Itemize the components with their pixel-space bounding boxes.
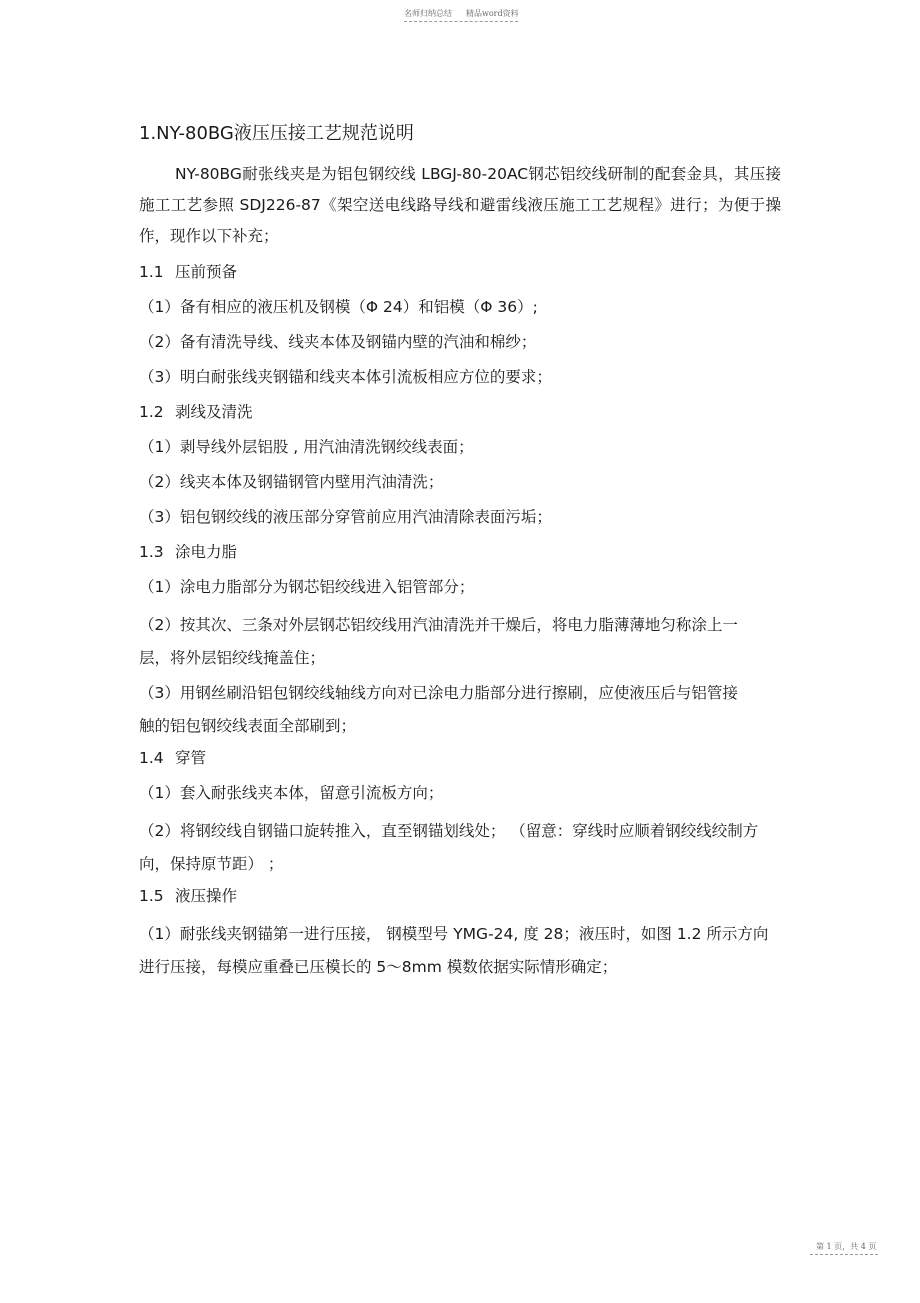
list-item: （3）用钢丝刷沿铝包钢绞线轴线方向对已涂电力脂部分进行擦刷，应使液压后与铝管接触的铝包钢绞线表面全部刷到； (139, 684, 738, 735)
list-item: （1）套入耐张线夹本体，留意引流板方向； (139, 784, 444, 802)
section-title: 穿管 (175, 749, 207, 767)
page-header (404, 8, 519, 19)
intro-paragraph: NY-80BG耐张线夹是为铝包钢绞线 LBGJ-80-20AC钢芯铝绞线研制的配套金具，其压接施工工艺参照 SDJ226-87《架空送电线路导线和避雷线液压施工工艺规程》进行；为便于操作，现作以下补充； (139, 165, 781, 245)
list-item: （1）剥导线外层铝股 , 用汽油清洗钢绞线表面； (139, 438, 474, 456)
section-number: 1.1 (139, 263, 164, 281)
header-right-text: 精品word资料 (466, 9, 519, 18)
section-heading-1-4 (139, 745, 781, 772)
section-number: 1.3 (139, 543, 164, 561)
list-item: （2）将钢绞线自钢锚口旋转推入，直至钢锚划线处； （留意：穿线时应顺着钢绞线绞制方向，保持原节距） ； (139, 822, 759, 873)
list-item: （2）线夹本体及钢锚钢管内壁用汽油清洗； (139, 473, 444, 491)
header-left-text: 名师归纳总结 (404, 9, 452, 18)
list-item: （1）涂电力脂部分为钢芯铝绞线进入铝管部分； (139, 578, 475, 596)
list-item: （3）铝包钢绞线的液压部分穿管前应用汽油清除表面污垢； (139, 508, 552, 526)
list-item: （2）按其次、三条对外层钢芯铝绞线用汽油清洗并干燥后，将电力脂薄薄地匀称涂上一层，将外层铝绞线掩盖住； (139, 616, 738, 667)
page-footer: 第 1 页，共 4 页 (816, 1242, 877, 1251)
section-title: 压前预备 (175, 263, 238, 281)
section-heading-1-2 (139, 399, 781, 426)
footer-divider (810, 1254, 878, 1255)
header-divider (404, 21, 518, 22)
list-item: （3）明白耐张线夹钢锚和线夹本体引流板相应方位的要求； (139, 368, 552, 386)
section-title: 剥线及清洗 (175, 403, 253, 421)
list-item: （1）耐张线夹钢锚第一进行压接， 钢模型号 YMG-24, 度 28；液压时，如图 1.2 所示方向进行压接，每模应重叠已压模长的 5～8mm 模数依据实际情形确定； (139, 925, 769, 976)
section-number: 1.2 (139, 403, 164, 421)
section-heading-1-5 (139, 883, 781, 910)
list-item: （2）备有清洗导线、线夹本体及钢锚内壁的汽油和棉纱； (139, 333, 537, 351)
section-heading-1-3 (139, 539, 781, 566)
section-number: 1.4 (139, 749, 164, 767)
section-number: 1.5 (139, 887, 164, 905)
section-title: 液压操作 (175, 887, 238, 905)
list-item: （1）备有相应的液压机及钢模（Φ 24）和铝模（Φ 36）; (139, 298, 538, 316)
document-body (139, 120, 781, 986)
document-title: 1.NY-80BG液压压接工艺规范说明 (139, 123, 414, 144)
section-title: 涂电力脂 (175, 543, 238, 561)
section-heading-1-1 (139, 259, 781, 286)
